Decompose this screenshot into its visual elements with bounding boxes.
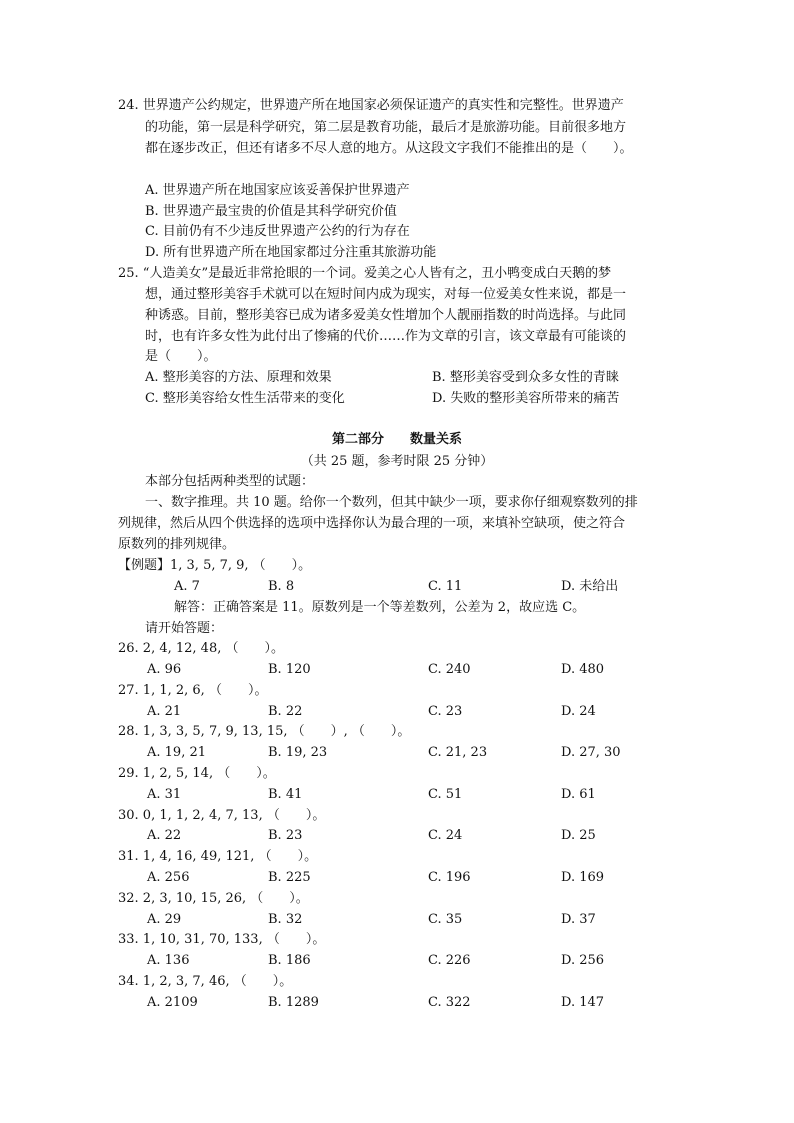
question-stem: 28. 1, 3, 3, 5, 7, 9, 13, 15, （ ）, （ ）。 xyxy=(118,724,411,739)
q25-option-c: C. 整形美容给女性生活带来的变化 xyxy=(145,391,345,406)
example-stem: 【例题】1, 3, 5, 7, 9, （ ）。 xyxy=(118,558,312,573)
option-a: A. 31 xyxy=(147,787,182,802)
section-title: 第二部分 数量关系 xyxy=(331,432,462,447)
question-stem: 34. 1, 2, 3, 7, 46, （ ）。 xyxy=(118,974,293,989)
example-option-a: A. 7 xyxy=(174,579,200,594)
option-b: B. 186 xyxy=(268,953,311,968)
q24-option-b: B. 世界遗产最宝贵的价值是其科学研究价值 xyxy=(145,204,397,219)
option-a: A. 21 xyxy=(147,704,182,719)
example-option-c: C. 11 xyxy=(428,579,463,594)
q25-option-b: B. 整形美容受到众多女性的青睐 xyxy=(432,370,619,385)
question-stem: 27. 1, 1, 2, 6, （ ）。 xyxy=(118,683,268,698)
q24-stem-line-3: 都在逐步改正，但还有诸多不尽人意的地方。从这段文字我们不能推出的是（ ）。 xyxy=(145,141,633,156)
example-option-d: D. 未给出 xyxy=(561,579,619,594)
q24-stem-line-1: 24. 世界遗产公约规定，世界遗产所在地国家必须保证遗产的真实性和完整性。世界遗产 xyxy=(118,98,624,113)
option-b: B. 22 xyxy=(268,704,303,719)
option-d: D. 147 xyxy=(561,995,605,1010)
option-b: B. 32 xyxy=(268,912,303,927)
option-d: D. 24 xyxy=(561,704,596,719)
question-stem: 31. 1, 4, 16, 49, 121, （ ）。 xyxy=(118,849,318,864)
q25-stem-line-3: 种诱惑。目前，整形美容已成为诸多爱美女性增加个人靓丽指数的时尚选择。与此同 xyxy=(145,308,627,323)
option-c: C. 23 xyxy=(428,704,463,719)
option-b: B. 23 xyxy=(268,828,303,843)
option-c: C. 240 xyxy=(428,662,471,677)
section-intro: 本部分包括两种类型的试题： xyxy=(145,474,315,489)
start-answering-prompt: 请开始答题： xyxy=(145,621,224,636)
option-c: C. 196 xyxy=(428,870,471,885)
q25-option-a: A. 整形美容的方法、原理和效果 xyxy=(145,370,332,385)
q25-stem-line-1: 25. “人造美女”是最近非常抢眼的一个词。爱美之心人皆有之，丑小鸭变成白天鹅的梦 xyxy=(118,266,612,281)
type-description-line-3: 原数列的排列规律。 xyxy=(118,537,236,552)
option-a: A. 2109 xyxy=(147,995,198,1010)
section-subtitle: （共 25 题，参考时限 25 分钟） xyxy=(300,454,494,469)
option-d: D. 61 xyxy=(561,787,596,802)
option-b: B. 225 xyxy=(268,870,311,885)
option-b: B. 41 xyxy=(268,787,303,802)
option-d: D. 480 xyxy=(561,662,605,677)
option-b: B. 120 xyxy=(268,662,311,677)
option-d: D. 256 xyxy=(561,953,605,968)
option-a: A. 29 xyxy=(147,912,182,927)
option-b: B. 1289 xyxy=(268,995,319,1010)
type-description-line-1: 一、数字推理。共 10 题。给你一个数列，但其中缺少一项，要求你仔细观察数列的排 xyxy=(145,495,638,510)
q25-stem-line-5: 是（ ）。 xyxy=(145,349,217,364)
option-a: A. 256 xyxy=(147,870,190,885)
option-c: C. 21, 23 xyxy=(428,745,488,760)
q25-option-d: D. 失败的整形美容所带来的痛苦 xyxy=(432,391,620,406)
question-stem: 32. 2, 3, 10, 15, 26, （ ）。 xyxy=(118,891,309,906)
option-c: C. 226 xyxy=(428,953,471,968)
option-a: A. 22 xyxy=(147,828,182,843)
option-d: D. 25 xyxy=(561,828,596,843)
example-answer: 解答：正确答案是 11。原数列是一个等差数列，公差为 2，故应选 C。 xyxy=(174,600,586,615)
question-stem: 30. 0, 1, 1, 2, 4, 7, 13, （ ）。 xyxy=(118,808,326,823)
option-c: C. 322 xyxy=(428,995,471,1010)
option-b: B. 19, 23 xyxy=(268,745,328,760)
option-d: D. 37 xyxy=(561,912,596,927)
q25-stem-line-2: 想，通过整形美容手术就可以在短时间内成为现实，对每一位爱美女性来说，都是一 xyxy=(145,287,627,302)
q25-stem-line-4: 时，也有许多女性为此付出了惨痛的代价……作为文章的引言，该文章最有可能谈的 xyxy=(145,329,627,344)
option-a: A. 96 xyxy=(147,662,182,677)
option-c: C. 35 xyxy=(428,912,463,927)
question-stem: 33. 1, 10, 31, 70, 133, （ ）。 xyxy=(118,932,326,947)
q24-option-c: C. 目前仍有不少违反世界遗产公约的行为存在 xyxy=(145,224,410,239)
question-stem: 26. 2, 4, 12, 48, （ ）。 xyxy=(118,641,284,656)
option-c: C. 24 xyxy=(428,828,463,843)
option-a: A. 19, 21 xyxy=(147,745,207,760)
type-description-line-2: 列规律，然后从四个供选择的选项中选择你认为最合理的一项，来填补空缺项，使之符合 xyxy=(118,516,626,531)
option-d: D. 27, 30 xyxy=(561,745,621,760)
q24-option-d: D. 所有世界遗产所在地国家都过分注重其旅游功能 xyxy=(145,245,437,260)
question-stem: 29. 1, 2, 5, 14, （ ）。 xyxy=(118,766,276,781)
example-option-b: B. 8 xyxy=(268,579,295,594)
option-c: C. 51 xyxy=(428,787,463,802)
q24-stem-line-2: 的功能，第一层是科学研究，第二层是教育功能，最后才是旅游功能。目前很多地方 xyxy=(145,120,627,135)
option-a: A. 136 xyxy=(147,953,190,968)
option-d: D. 169 xyxy=(561,870,605,885)
q24-option-a: A. 世界遗产所在地国家应该妥善保护世界遗产 xyxy=(145,183,410,198)
